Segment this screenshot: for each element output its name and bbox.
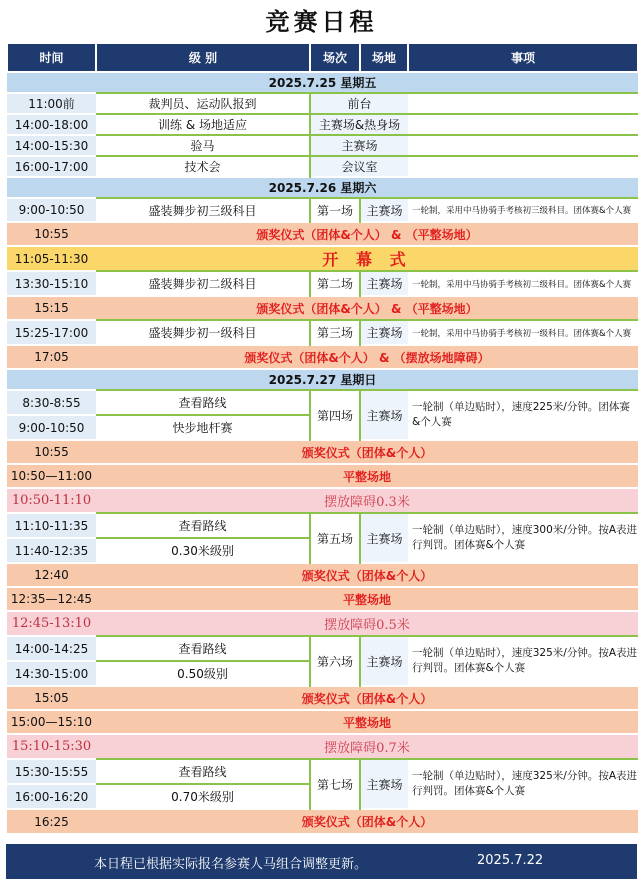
level-cell: 0.30米级别 bbox=[96, 538, 310, 563]
schedule-table bbox=[6, 44, 639, 833]
obstacle-text: 摆放障碍0.5米 bbox=[96, 611, 638, 636]
obstacle-row bbox=[7, 488, 638, 513]
time-cell: 14:00-14:25 bbox=[7, 636, 96, 661]
time-cell: 12:40 bbox=[7, 563, 96, 587]
level-cell: 盛装舞步初三级科目 bbox=[96, 198, 310, 222]
level-cell: 0.50级别 bbox=[96, 661, 310, 686]
level-cell: 查看路线 bbox=[96, 636, 310, 661]
item-cell: 一轮制（单边贴时），速度225米/分钟。团体赛&个人赛 bbox=[408, 390, 638, 440]
item-cell: 一轮制（单边贴时），速度325米/分钟。按A表进行判罚。团体赛&个人赛 bbox=[408, 636, 638, 686]
item-cell bbox=[408, 114, 638, 135]
time-cell: 13:30-15:10 bbox=[7, 271, 96, 296]
venue-cell: 主赛场 bbox=[360, 198, 408, 222]
session-cell: 第二场 bbox=[310, 271, 360, 296]
grading-text: 平整场地 bbox=[96, 710, 638, 734]
grading-row bbox=[7, 710, 638, 734]
header-session: 场次 bbox=[310, 44, 360, 72]
award-row bbox=[7, 563, 638, 587]
obstacle-row bbox=[7, 734, 638, 759]
level-cell: 盛装舞步初二级科目 bbox=[96, 271, 310, 296]
grading-row bbox=[7, 587, 638, 611]
day-row bbox=[7, 369, 638, 390]
award-text: 颁奖仪式（团体&个人） bbox=[96, 440, 638, 464]
time-cell: 11:40-12:35 bbox=[7, 538, 96, 563]
table-row bbox=[7, 198, 638, 222]
time-cell: 14:30-15:00 bbox=[7, 661, 96, 686]
level-cell: 技术会 bbox=[96, 156, 310, 177]
time-cell: 12:35—12:45 bbox=[7, 587, 96, 611]
venue-cell: 主赛场 bbox=[360, 636, 408, 686]
level-cell: 查看路线 bbox=[96, 390, 310, 415]
time-cell: 15:25-17:00 bbox=[7, 320, 96, 345]
time-cell: 14:00-18:00 bbox=[7, 114, 96, 135]
time-cell: 16:25 bbox=[7, 809, 96, 833]
footer-date: 2025.7.22 bbox=[477, 853, 544, 868]
time-cell: 9:00-10:50 bbox=[7, 198, 96, 222]
day-label: 2025.7.26 星期六 bbox=[7, 177, 638, 198]
table-row bbox=[7, 93, 638, 114]
level-cell: 盛装舞步初一级科目 bbox=[96, 320, 310, 345]
table-row bbox=[7, 390, 638, 415]
session-cell: 第七场 bbox=[310, 759, 360, 809]
header-venue: 场地 bbox=[360, 44, 408, 72]
award-text: 颁奖仪式（团体&个人） & （平整场地） bbox=[96, 296, 638, 320]
level-cell: 查看路线 bbox=[96, 759, 310, 784]
time-cell: 11:00前 bbox=[7, 93, 96, 114]
venue-cell: 主赛场 bbox=[360, 320, 408, 345]
day-label: 2025.7.27 星期日 bbox=[7, 369, 638, 390]
level-cell: 快步地杆赛 bbox=[96, 415, 310, 440]
session-cell: 第一场 bbox=[310, 198, 360, 222]
item-cell: 一轮制（单边贴时），速度325米/分钟。按A表进行判罚。团体赛&个人赛 bbox=[408, 759, 638, 809]
level-cell: 裁判员、运动队报到 bbox=[96, 93, 310, 114]
award-text: 颁奖仪式（团体&个人） & （摆放场地障碍） bbox=[96, 345, 638, 369]
award-row bbox=[7, 440, 638, 464]
table-row bbox=[7, 156, 638, 177]
time-cell: 8:30-8:55 bbox=[7, 390, 96, 415]
award-row bbox=[7, 222, 638, 246]
item-cell: 一轮制，采用中马协骑手考核初二级科目。团体赛&个人赛 bbox=[408, 271, 638, 296]
session-cell: 第五场 bbox=[310, 513, 360, 563]
time-cell: 15:00—15:10 bbox=[7, 710, 96, 734]
place-cell: 前台 bbox=[310, 93, 408, 114]
time-cell: 11:05-11:30 bbox=[7, 246, 96, 271]
place-cell: 主赛场&热身场 bbox=[310, 114, 408, 135]
table-row bbox=[7, 271, 638, 296]
venue-cell: 主赛场 bbox=[360, 759, 408, 809]
award-row bbox=[7, 296, 638, 320]
time-cell: 9:00-10:50 bbox=[7, 415, 96, 440]
time-cell: 12:45-13:10 bbox=[7, 611, 96, 636]
table-row bbox=[7, 114, 638, 135]
venue-cell: 主赛场 bbox=[360, 390, 408, 440]
item-cell bbox=[408, 93, 638, 114]
time-cell: 15:05 bbox=[7, 686, 96, 710]
place-cell: 主赛场 bbox=[310, 135, 408, 156]
opening-text: 开 幕 式 bbox=[96, 246, 638, 271]
session-cell: 第三场 bbox=[310, 320, 360, 345]
time-cell: 17:05 bbox=[7, 345, 96, 369]
award-text: 颁奖仪式（团体&个人） bbox=[96, 563, 638, 587]
item-cell bbox=[408, 135, 638, 156]
session-cell: 第六场 bbox=[310, 636, 360, 686]
page-title: 竞赛日程 bbox=[265, 8, 378, 36]
obstacle-text: 摆放障碍0.3米 bbox=[96, 488, 638, 513]
time-cell: 16:00-17:00 bbox=[7, 156, 96, 177]
footer-bar bbox=[6, 844, 637, 879]
item-cell: 一轮制，采用中马协骑手考核初一级科目。团体赛&个人赛 bbox=[408, 320, 638, 345]
time-cell: 10:50—11:00 bbox=[7, 464, 96, 488]
award-text: 颁奖仪式（团体&个人） & （平整场地） bbox=[96, 222, 638, 246]
header-row bbox=[7, 44, 638, 72]
level-cell: 0.70米级别 bbox=[96, 784, 310, 809]
award-row bbox=[7, 686, 638, 710]
time-cell: 14:00-15:30 bbox=[7, 135, 96, 156]
time-cell: 15:10-15:30 bbox=[7, 734, 96, 759]
item-cell: 一轮制，采用中马协骑手考核初三级科目。团体赛&个人赛 bbox=[408, 198, 638, 222]
level-cell: 查看路线 bbox=[96, 513, 310, 538]
obstacle-row bbox=[7, 611, 638, 636]
header-item: 事项 bbox=[408, 44, 638, 72]
grading-text: 平整场地 bbox=[96, 464, 638, 488]
award-text: 颁奖仪式（团体&个人） bbox=[96, 809, 638, 833]
table-row bbox=[7, 513, 638, 538]
table-row bbox=[7, 636, 638, 661]
place-cell: 会议室 bbox=[310, 156, 408, 177]
time-cell: 16:00-16:20 bbox=[7, 784, 96, 809]
level-cell: 训练 & 场地适应 bbox=[96, 114, 310, 135]
award-row bbox=[7, 809, 638, 833]
award-row bbox=[7, 345, 638, 369]
grading-text: 平整场地 bbox=[96, 587, 638, 611]
item-cell bbox=[408, 156, 638, 177]
table-row bbox=[7, 759, 638, 784]
venue-cell: 主赛场 bbox=[360, 513, 408, 563]
time-cell: 10:55 bbox=[7, 222, 96, 246]
item-cell: 一轮制（单边贴时），速度300米/分钟。按A表进行判罚。团体赛&个人赛 bbox=[408, 513, 638, 563]
level-cell: 验马 bbox=[96, 135, 310, 156]
award-text: 颁奖仪式（团体&个人） bbox=[96, 686, 638, 710]
time-cell: 10:50-11:10 bbox=[7, 488, 96, 513]
table-row bbox=[7, 320, 638, 345]
session-cell: 第四场 bbox=[310, 390, 360, 440]
day-label: 2025.7.25 星期五 bbox=[7, 72, 638, 93]
time-cell: 10:55 bbox=[7, 440, 96, 464]
header-time: 时间 bbox=[7, 44, 96, 72]
venue-cell: 主赛场 bbox=[360, 271, 408, 296]
header-level: 级 别 bbox=[96, 44, 310, 72]
obstacle-text: 摆放障碍0.7米 bbox=[96, 734, 638, 759]
grading-row bbox=[7, 464, 638, 488]
footer-note: 本日程已根据实际报名参赛人马组合调整更新。 bbox=[94, 857, 368, 872]
time-cell: 11:10-11:35 bbox=[7, 513, 96, 538]
day-row bbox=[7, 72, 638, 93]
time-cell: 15:30-15:55 bbox=[7, 759, 96, 784]
table-row bbox=[7, 135, 638, 156]
opening-row bbox=[7, 246, 638, 271]
day-row bbox=[7, 177, 638, 198]
time-cell: 15:15 bbox=[7, 296, 96, 320]
